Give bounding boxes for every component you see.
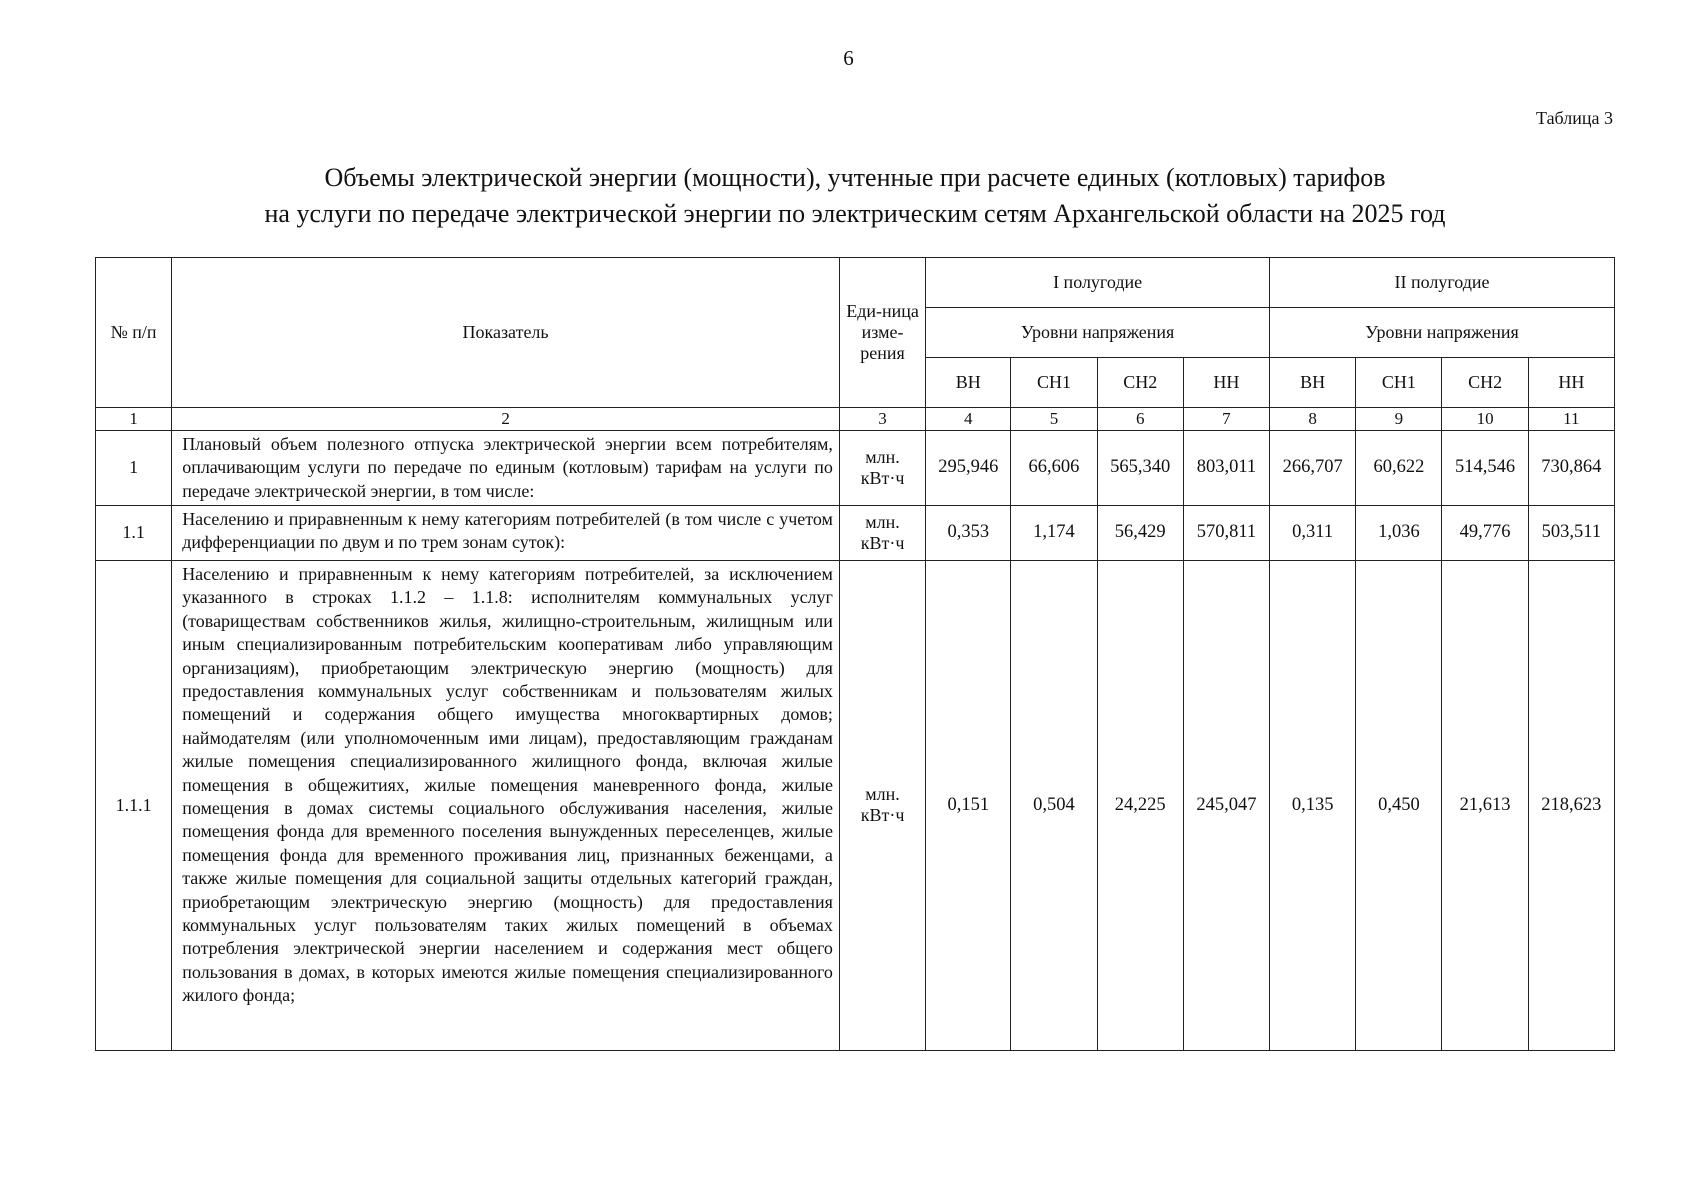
value-cell: 803,011 (1183, 431, 1269, 506)
column-number-row (96, 408, 1615, 431)
value-cell: 0,504 (1011, 560, 1097, 1050)
header-levels-1: Уровни напряжения (926, 308, 1270, 358)
row-num: 1 (96, 431, 172, 506)
column-number: 1 (96, 408, 172, 431)
row-num: 1.1.1 (96, 560, 172, 1050)
value-cell: 1,036 (1356, 505, 1442, 560)
value-cell: 0,450 (1356, 560, 1442, 1050)
column-number: 11 (1528, 408, 1614, 431)
column-number: 3 (839, 408, 925, 431)
value-cell: 24,225 (1097, 560, 1183, 1050)
header-indicator: Показатель (172, 258, 840, 408)
value-cell: 514,546 (1442, 431, 1528, 506)
header-nn-2: НН (1528, 358, 1614, 408)
value-cell: 266,707 (1270, 431, 1356, 506)
value-cell: 21,613 (1442, 560, 1528, 1050)
header-vn-1: ВН (926, 358, 1011, 408)
value-cell: 56,429 (1097, 505, 1183, 560)
value-cell: 295,946 (926, 431, 1011, 506)
value-cell: 730,864 (1528, 431, 1614, 506)
row-unit: млн. кВт·ч (839, 505, 925, 560)
column-number: 7 (1183, 408, 1269, 431)
value-cell: 49,776 (1442, 505, 1528, 560)
value-cell: 66,606 (1011, 431, 1097, 506)
header-sn1-1: СН1 (1011, 358, 1097, 408)
header-sn1-2: СН1 (1356, 358, 1442, 408)
column-number: 6 (1097, 408, 1183, 431)
value-cell: 0,151 (926, 560, 1011, 1050)
value-cell: 1,174 (1011, 505, 1097, 560)
header-half-1: I полугодие (926, 258, 1270, 308)
row-num: 1.1 (96, 505, 172, 560)
value-cell: 0,135 (1270, 560, 1356, 1050)
title-line-1: Объемы электрической энергии (мощности), учтенные при расчете единых (котловых) тарифов (324, 163, 1386, 192)
value-cell: 570,811 (1183, 505, 1269, 560)
column-number: 2 (172, 408, 840, 431)
header-half-2: II полугодие (1270, 258, 1615, 308)
page-number: 6 (843, 46, 854, 70)
value-cell: 0,353 (926, 505, 1011, 560)
row-unit: млн. кВт·ч (839, 560, 925, 1050)
value-cell: 0,311 (1270, 505, 1356, 560)
header-unit: Еди-ница изме-рения (839, 258, 925, 408)
table-row (96, 505, 1615, 560)
document-title (95, 160, 1615, 232)
header-levels-2: Уровни напряжения (1270, 308, 1615, 358)
column-number: 10 (1442, 408, 1528, 431)
value-cell: 565,340 (1097, 431, 1183, 506)
volumes-table (95, 257, 1615, 1051)
row-text: Населению и приравненным к нему категориям потребителей, за исключением указанного в строках 1.1.2 – 1.1.8: исполнителям коммунальных услуг (товариществам собственников жилья, жилищно-строительным, жилищным или иным специализированным потребительским кооперативам либо управляющим организациям), приобретающим электрическую энергию (мощность) для предоставления коммунальных услуг собственникам и пользователям жилых помещений и содержания общего имущества многоквартирных домов; наймодателям (или уполномоченным ими лицам), предоставляющим гражданам жилые помещения специализированного жилищного фонда, включая жилые помещения в общежитиях, жилые помещения маневренного фонда, жилые помещения в домах системы социального обслуживания населения, жилые помещения фонда для временного поселения вынужденных переселенцев, жилые помещения фонда для временного проживания лиц, признанных беженцами, а также жилые помещения для социальной защиты отдельных категорий граждан, приобретающим электрическую энергию (мощность) для предоставления коммунальных услуг пользователям таких жилых помещений в объемах потребления электрической энергии населением и содержания мест общего пользования в домах, в которых имеются жилые помещения специализированного жилого фонда; (172, 560, 840, 1050)
value-cell: 60,622 (1356, 431, 1442, 506)
header-vn-2: ВН (1270, 358, 1356, 408)
row-text: Плановый объем полезного отпуска электрической энергии всем потребителям, оплачивающим услуги по передаче по единым (котловым) тарифам на услуги по передаче электрической энергии, в том числе: (172, 431, 840, 506)
header-nn-1: НН (1183, 358, 1269, 408)
column-number: 8 (1270, 408, 1356, 431)
row-unit: млн. кВт·ч (839, 431, 925, 506)
column-number: 9 (1356, 408, 1442, 431)
header-num: № п/п (96, 258, 172, 408)
column-number: 5 (1011, 408, 1097, 431)
row-text: Населению и приравненным к нему категориям потребителей (в том числе с учетом дифференциации по двум и по трем зонам суток): (172, 505, 840, 560)
value-cell: 503,511 (1528, 505, 1614, 560)
table-row (96, 560, 1615, 1050)
header-sn2-2: СН2 (1442, 358, 1528, 408)
table-label: Таблица 3 (1536, 108, 1613, 128)
title-line-2: на услуги по передаче электрической энергии по электрическим сетям Архангельской области на 2025 год (264, 199, 1446, 228)
value-cell: 245,047 (1183, 560, 1269, 1050)
column-number: 4 (926, 408, 1011, 431)
header-sn2-1: СН2 (1097, 358, 1183, 408)
table-row (96, 431, 1615, 506)
value-cell: 218,623 (1528, 560, 1614, 1050)
